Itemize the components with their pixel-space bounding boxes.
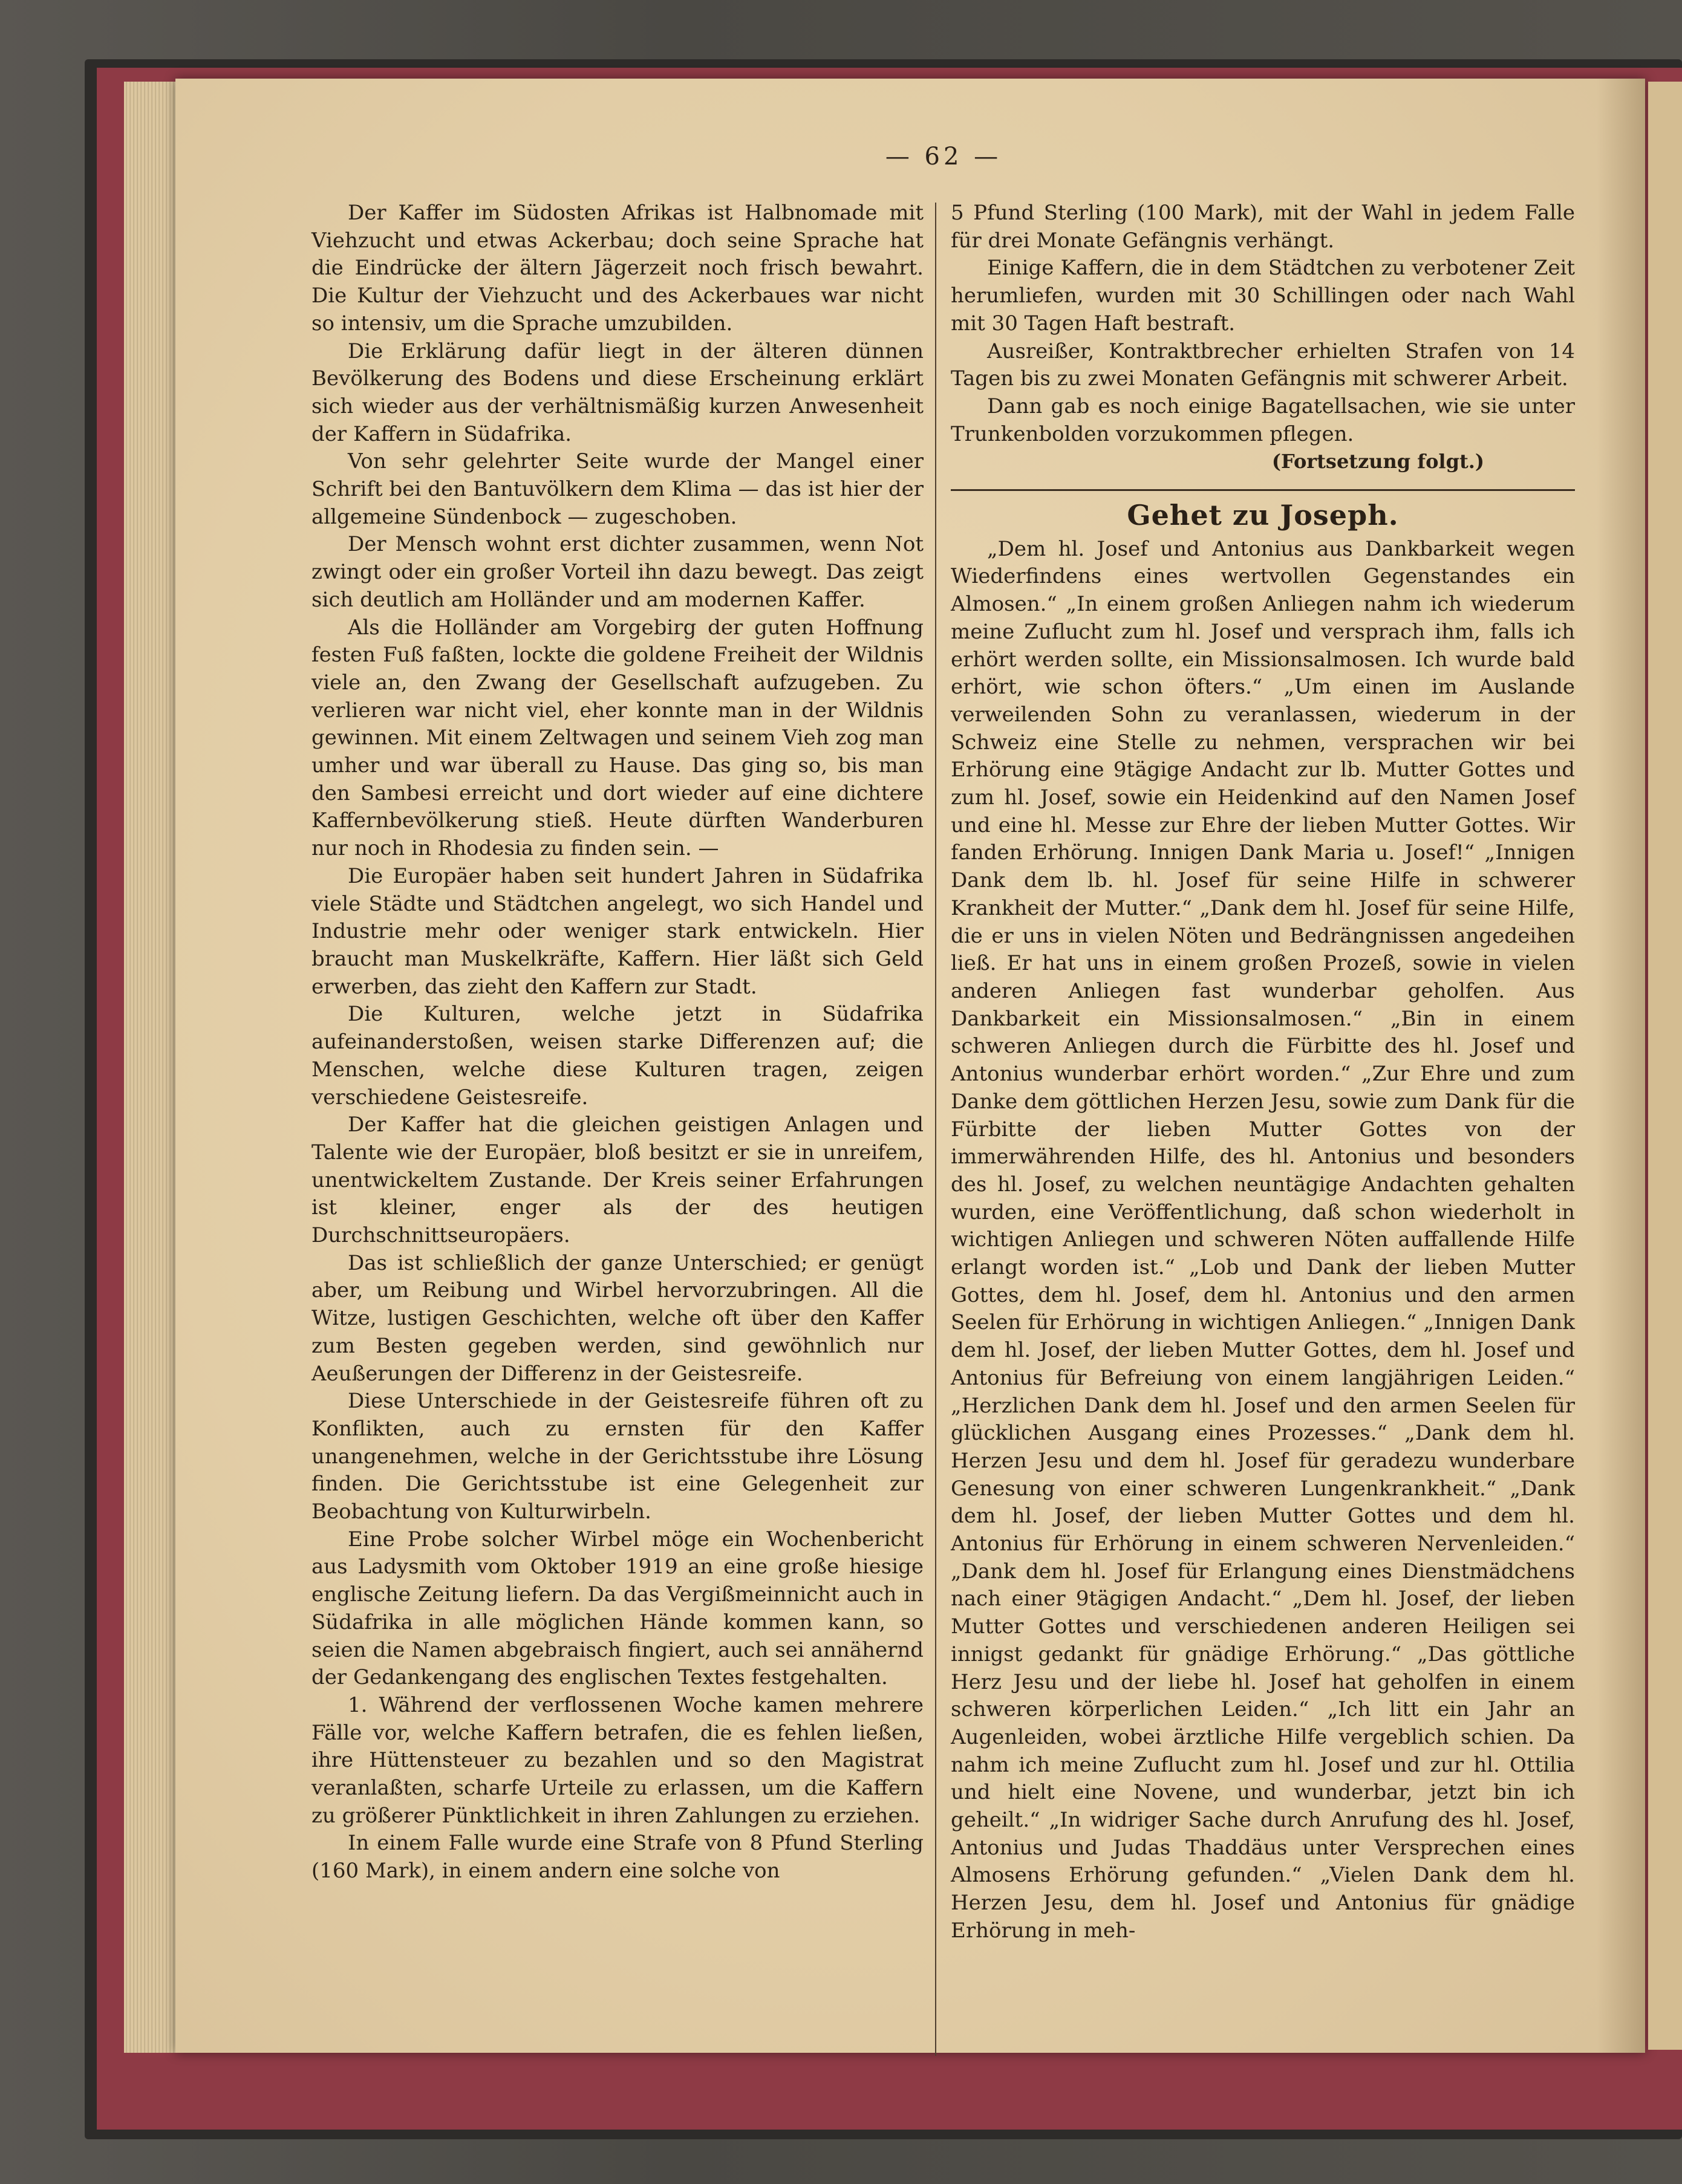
paragraph: 5 Pfund Sterling (100 Mark), mit der Wahl in jedem Falle für drei Monate Gefängnis verhängt. [951, 201, 1575, 253]
paragraph: Der Mensch wohnt erst dichter zusammen, wenn Not zwingt oder ein großer Vorteil ihn dazu bewegt. Das zeigt sich deutlich am Holländer und am modernen Kaffer. [311, 532, 924, 612]
paragraph: Die Erklärung dafür liegt in der älteren dünnen Bevölkerung des Bodens und diese Erscheinung erklärt sich wieder aus der verhältnismäßig kurzen Anwesenheit der Kaffern in Südafrika. [311, 339, 924, 446]
paragraph: Ausreißer, Kontraktbrecher erhielten Strafen von 14 Tagen bis zu zwei Monaten Gefängnis mit schwerer Arbeit. [951, 339, 1575, 391]
paragraph: Die Kulturen, welche jetzt in Südafrika aufeinanderstoßen, weisen starke Differenzen auf; die Menschen, welche diese Kulturen tragen, zeigen verschiedene Geistesreife. [311, 1002, 924, 1110]
continuation-note: (Fortsetzung folgt.) [1271, 450, 1484, 473]
facing-page-edge [1648, 82, 1682, 2050]
paragraph: In einem Falle wurde eine Strafe von 8 Pfund Sterling (160 Mark), in einem andern eine solche von [311, 1831, 924, 1883]
page-number: — 62 — [885, 143, 1002, 171]
paragraph: Einige Kaffern, die in dem Städtchen zu verbotener Zeit herumliefen, wurden mit 30 Schillingen oder nach Wahl mit 30 Tagen Haft bestraft. [951, 256, 1575, 336]
section-title: Gehet zu Joseph. [1127, 499, 1399, 532]
section-body: „Dem hl. Josef und Antonius aus Dankbarkeit wegen Wiederfindens eines wertvollen Gegenstandes ein Almosen.“ „In einem großen Anliegen nahm ich wiederum meine Zuflucht zum hl. Josef und versprach ihm, falls ich erhört werden sollte, ein Missionsalmosen. Ich wurde bald erhört, wie schon öfters.“ „Um einen im Auslande verweilenden Sohn zu veranlassen, wiederum in der Schweiz eine Stelle zu nehmen, versprachen wir bei Erhörung eine 9tägige Andacht zur lb. Mutter Gottes und zum hl. Josef, sowie ein Heidenkind auf den Namen Josef und eine hl. Messe zur Ehre der lieben Mutter Gottes. Wir fanden Erhörung. Innigen Dank Maria u. Josef!“ „Innigen Dank dem lb. hl. Josef für seine Hilfe in schwerer Krankheit der Mutter.“ „Dank dem hl. Josef für seine Hilfe, die er uns in vielen Nöten und Bedrängnissen angedeihen ließ. Er hat uns in einem großen Prozeß, sowie in vielen anderen Anliegen fast wunderbar geholfen. Aus Dankbarkeit ein Missionsalmosen.“ „Bin in einem schweren Anliegen durch die Fürbitte des hl. Josef und Antonius wunderbar erhört worden.“ „Zur Ehre und zum Danke dem göttlichen Herzen Jesu, sowie zum Dank für die Fürbitte der lieben Mutter Gottes von der immerwährenden Hilfe, des hl. Antonius und besonders des hl. Josef, zu welchen neuntägige Andachten gehalten wurden, eine Veröffentlichung, daß schon wiederholt in wichtigen Anliegen und schweren Nöten auffallende Hilfe erlangt worden ist.“ „Lob und Dank der lieben Mutter Gottes, dem hl. Josef, dem hl. Antonius und den armen Seelen für Erhörung in wichtigen Anliegen.“ „Innigen Dank dem hl. Josef, der lieben Mutter Gottes, dem hl. Josef und Antonius für Befreiung von einem langjährigen Leiden.“ „Herzlichen Dank dem hl. Josef und den armen Seelen für glücklichen Ausgang eines Prozesses.“ „Dank dem hl. Herzen Jesu und dem hl. Josef für geradezu wunderbare Genesung von einer schweren Lungenkrankheit.“ „Dank dem hl. Josef, der lieben Mutter Gottes und dem hl. Antonius für Erhörung in einem schweren Nervenleiden.“ „Dank dem hl. Josef für Erlangung eines Dienstmädchens nach einer 9tägigen Andacht.“ „Dem hl. Josef, der lieben Mutter Gottes und verschiedenen anderen Heiligen sei innigst gedankt für gnädige Erhörung.“ „Das göttliche Herz Jesu und der liebe hl. Josef hat geholfen in einem schweren körperlichen Leiden.“ „Ich litt ein Jahr an Augenleiden, wobei ärztliche Hilfe vergeblich schien. Da nahm ich meine Zuflucht zum hl. Josef und zur hl. Ottilia und hielt eine Novene, und wunderbar, jetzt bin ich geheilt.“ „In widriger Sache durch Anrufung des hl. Josef, Antonius und Judas Thaddäus unter Versprechen eines Almosens Erhörung gefunden.“ „Vielen Dank dem hl. Herzen Jesu, dem hl. Josef und Antonius für gnädige Erhörung in meh- [951, 536, 1575, 1943]
paragraph: Die Europäer haben seit hundert Jahren in Südafrika viele Städte und Städtchen angelegt, wo sich Handel und Industrie mehr oder weniger stark entwickeln. Hier braucht man Muskelkräfte, Kaffern. Hier läßt sich Geld erwerben, das zieht den Kaffern zur Stadt. [311, 863, 924, 999]
page-gutter-shadow [1597, 79, 1645, 2053]
left-column [311, 200, 924, 1885]
paragraph: Das ist schließlich der ganze Unterschied; er genügt aber, um Reibung und Wirbel hervorzubringen. All die Witze, lustigen Geschichten, welche oft über den Kaffer zum Besten gegeben werden, sind gewöhnlich nur Aeußerungen der Differenz in der Geistesreife. [311, 1250, 924, 1386]
right-column [951, 200, 1575, 1945]
section-divider [951, 489, 1575, 491]
paragraph: Der Kaffer im Südosten Afrikas ist Halbnomade mit Viehzucht und etwas Ackerbau; doch seine Sprache hat die Eindrücke der ältern Jägerzeit noch frisch bewahrt. Die Kultur der Viehzucht und des Ackerbaues war nicht so intensiv, um die Sprache umzubilden. [311, 201, 924, 336]
column-divider [935, 203, 936, 2056]
paragraph: Eine Probe solcher Wirbel möge ein Wochenbericht aus Ladysmith vom Oktober 1919 an eine große hiesige englische Zeitung liefern. Da das Vergißmeinnicht auch in Südafrika in alle möglichen Hände kommen kann, so seien die Namen abgebraisch fingiert, auch sei annähernd der Gedankengang des englischen Textes festgehalten. [311, 1527, 924, 1690]
paragraph: Diese Unterschiede in der Geistesreife führen oft zu Konflikten, auch zu ernsten für den Kaffer unangenehmen, welche in der Gerichtsstube ihre Lösung finden. Die Gerichtsstube ist eine Gelegenheit zur Beobachtung von Kulturwirbeln. [311, 1389, 924, 1524]
paragraph: Dann gab es noch einige Bagatellsachen, wie sie unter Trunkenbolden vorzukommen pflegen. [951, 394, 1575, 446]
page-stack-edges [124, 82, 178, 2053]
paragraph: Als die Holländer am Vorgebirg der guten Hoffnung festen Fuß faßten, lockte die goldene Freiheit der Wildnis viele an, den Zwang der Gesellschaft aufzugeben. Zu verlieren war nicht viel, eher konnte man in der Wildnis gewinnen. Mit einem Zeltwagen und seinem Vieh zog man umher und war überall zu Hause. Das ging so, bis man den Sambesi erreicht und dort wieder auf eine dichtere Kaffernbevölkerung stieß. Heute dürften Wanderburen nur noch in Rhodesia zu finden sein. — [311, 615, 924, 861]
paragraph: Von sehr gelehrter Seite wurde der Mangel einer Schrift bei den Bantuvölkern dem Klima — das ist hier der allgemeine Sündenbock — zugeschoben. [311, 449, 924, 529]
paragraph: Der Kaffer hat die gleichen geistigen Anlagen und Talente wie der Europäer, bloß besitzt er sie in unreifem, unentwickeltem Zustande. Der Kreis seiner Erfahrungen ist kleiner, enger als der des heutigen Durchschnittseuropäers. [311, 1113, 924, 1248]
paragraph: 1. Während der verflossenen Woche kamen mehrere Fälle vor, welche Kaffern betrafen, die es fehlen ließen, ihre Hüttensteuer zu bezahlen und so den Magistrat veranlaßten, scharfe Urteile zu erlassen, um die Kaffern zu größerer Pünktlichkeit in ihren Zahlungen zu erziehen. [311, 1692, 924, 1828]
